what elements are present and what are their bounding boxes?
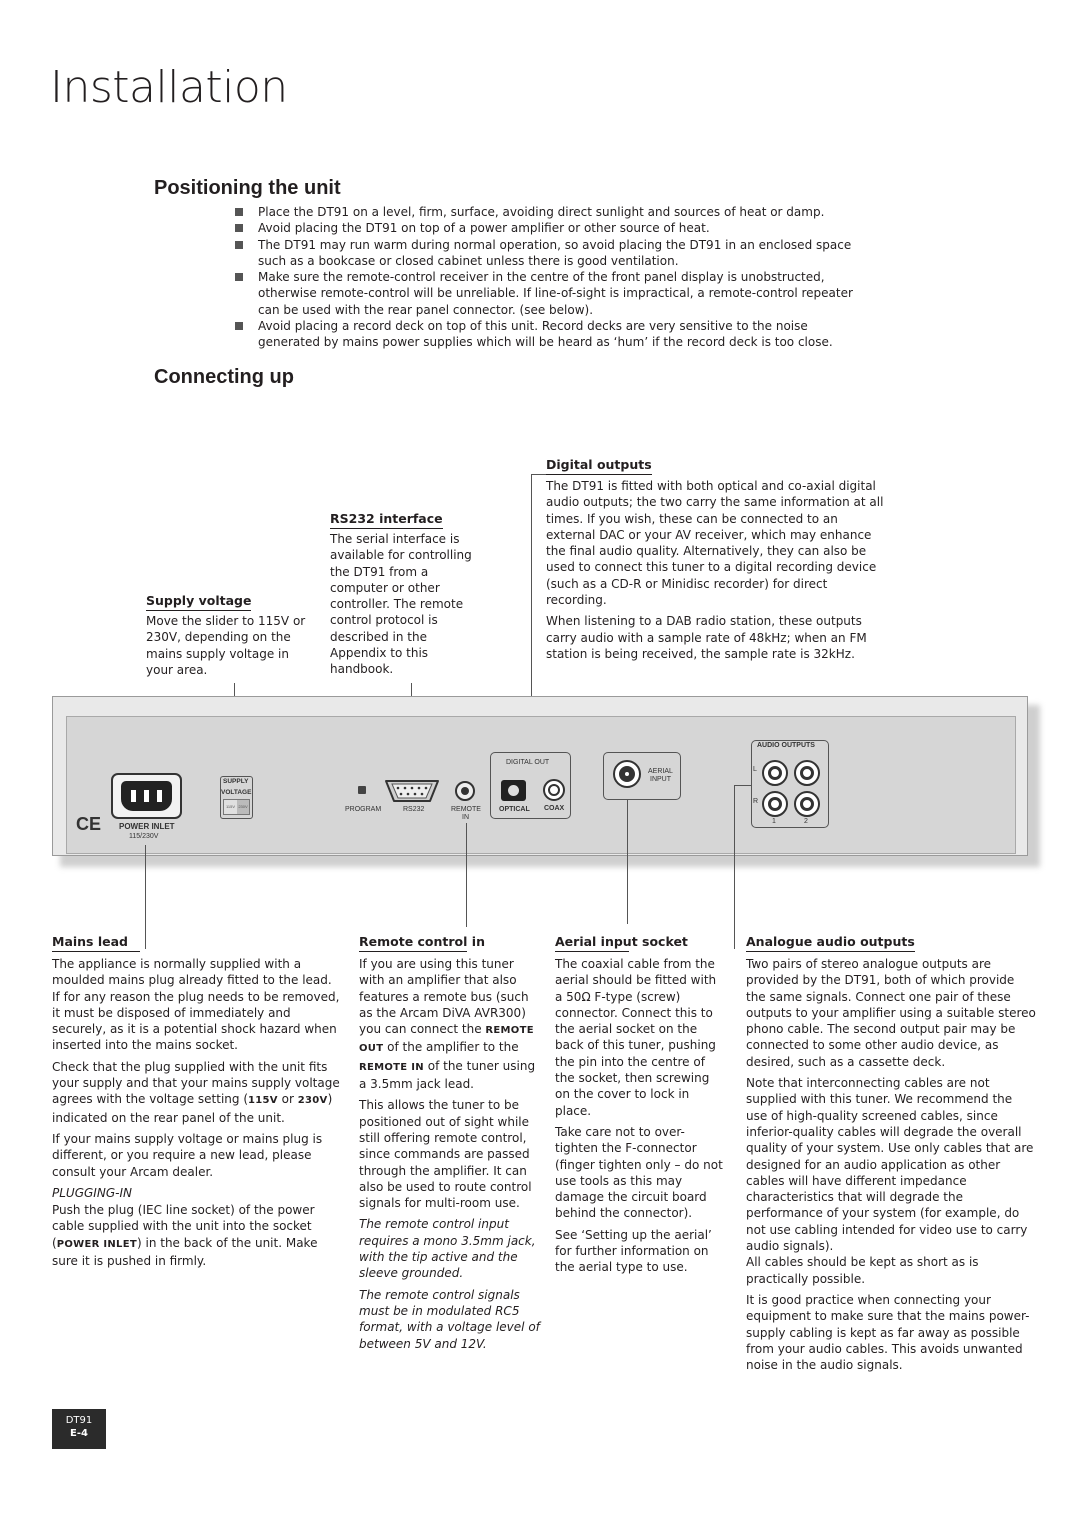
list-item: Avoid placing the DT91 on top of a power amplifier or other source of heat. (232, 220, 872, 236)
text-span: 230V (297, 1095, 328, 1107)
leader-line-remote (466, 823, 467, 927)
remote-in-label: IN (462, 814, 469, 821)
positioning-list (232, 204, 872, 351)
phono-ring (768, 766, 782, 780)
power-inlet-recess (121, 781, 172, 811)
rs232-port[interactable] (384, 779, 440, 803)
aerial-pin (625, 772, 629, 776)
list-item: Avoid placing a record deck on top of this unit. Record decks are very sensitive to the noise generated by mains power supplies which will be heard as ‘hum’ if the record deck is too close. (232, 318, 872, 351)
phono-ring (800, 766, 814, 780)
mains-lead-heading: Mains lead (52, 934, 140, 952)
leader-line-analogue (734, 785, 735, 949)
phono-socket-r1[interactable] (762, 791, 788, 817)
aerial-socket-core (619, 766, 635, 782)
digital-outputs-heading: Digital outputs (546, 457, 652, 475)
footer-model: DT91 (65, 1415, 93, 1426)
aerial-socket[interactable] (613, 760, 641, 788)
page-footer-tab (52, 1409, 106, 1449)
text-span: Push the plug (IEC line socket) of the power cable supplied with the unit into the socket ( (52, 1203, 315, 1250)
text-span: REMOTE OUT (359, 1025, 534, 1055)
analogue-outputs-text (746, 956, 1036, 1378)
analogue-outputs-heading: Analogue audio outputs (746, 934, 915, 952)
leader-line-aerial (627, 800, 628, 924)
pair-2-label: 2 (804, 818, 808, 825)
paragraph: Note that interconnecting cables are not supplied with this tuner. We recommend the use of high-quality screened cables, since inferior-quality cables will degrade the overall quality of your system. Use only cables that are designed for an audio application as other cables will have different impedance characteristics that will degrade the performance of your system (for example, do not use cabling intended for video use to carry audio signals). (746, 1076, 1034, 1254)
connecting-heading: Connecting up (154, 366, 294, 388)
paragraph: The DT91 is fitted with both optical and co-axial digital audio outputs; the two carry the same information at all times. If you wish, these can be connected to an external DAC or your AV receiver, which may enhance the final audio quality. Alternatively, they can also be used to connect this tuner to a digital recording device (such as a CD-R or Minidisc recorder) for direct recording. (546, 479, 884, 608)
leader-line-mains (145, 845, 146, 949)
text-span: ) indicated on the rear panel of the unit. (52, 1092, 333, 1125)
phono-ring (768, 797, 782, 811)
audio-outputs-label: AUDIO OUTPUTS (757, 742, 815, 749)
optical-aperture (508, 785, 519, 796)
leader-line-analogue-tick (734, 785, 752, 786)
coax-port[interactable] (543, 779, 565, 801)
voltage-230-position: 230V (238, 804, 248, 809)
paragraph: The remote control signals must be in modulated RC5 format, with a voltage level of between 5V and 12V. (359, 1287, 540, 1351)
paragraph: When listening to a DAB radio station, these outputs carry audio with a sample rate of 48kHz; when an FM station is being received, the sample rate is 32kHz. (546, 614, 867, 661)
text-span: 115V (248, 1095, 278, 1107)
positioning-heading: Positioning the unit (154, 177, 341, 199)
paragraph (52, 1202, 340, 1269)
paragraph: This allows the tuner to be positioned out of sight while still offering remote control, since commands are passed through the amplifier. It can also be used to route control signals for multi-room use. (359, 1098, 532, 1211)
aerial-label: AERIAL (648, 768, 673, 775)
paragraph: Two pairs of stereo analogue outputs are provided by the DT91, both of which provide the same signals. Connect one pair of these outputs to your amplifier using a suitable stereo phono cable. The second output pair may be connected to some other audio device, as desired, such as a cassette deck. (746, 957, 1036, 1069)
aerial-input-label: INPUT (650, 776, 671, 783)
supply-voltage-heading: Supply voltage (146, 593, 251, 611)
list-item: Place the DT91 on a level, firm, surface, avoiding direct sunlight and sources of heat or damp. (232, 204, 872, 220)
paragraph: The remote control input requires a mono 3.5mm jack, with the tip active and the sleeve grounded. (359, 1217, 536, 1281)
page-title: Installation (50, 62, 288, 113)
plugging-in-subheading: PLUGGING-IN (52, 1185, 132, 1200)
voltage-slider[interactable] (223, 799, 250, 815)
paragraph: The appliance is normally supplied with a moulded mains plug already fitted to the lead. If for any reason the plug needs to be removed, it must be disposed of immediately and securely, as it is a potential shock hazard when inserted into the mains socket. (52, 957, 340, 1053)
power-pin (144, 790, 149, 802)
phono-socket-l2[interactable] (794, 760, 820, 786)
text-span: Check that the plug supplied with the unit fits your supply and that your mains supply voltage agrees with the voltage setting ( (52, 1059, 340, 1107)
paragraph: The coaxial cable from the aerial should be fitted with a 50Ω F-type (screw) connector. Connect this to the aerial socket on the back of this tuner, pushing the pin into the centre of the socket, then screwing on the cover to lock in place. (555, 957, 717, 1118)
text-span: of the amplifier to the (383, 1040, 519, 1055)
paragraph: All cables should be kept as short as is practically possible. (746, 1255, 979, 1286)
remote-control-heading: Remote control in (359, 934, 467, 952)
text-span: REMOTE IN (359, 1061, 424, 1073)
coax-ring (548, 784, 560, 796)
paragraph (52, 1059, 340, 1126)
paragraph: It is good practice when connecting your equipment to make sure that the mains power-supply cabling is kept as far away as possible from your audio cables. This avoids unwanted noise in the audio signals. (746, 1292, 1030, 1373)
mains-lead-text (52, 956, 340, 1274)
rs232-text: The serial interface is available for controlling the DT91 from a computer or other controller. The remote control protocol is described in the Appendix to this handbook. (330, 532, 472, 677)
leader-line-digital-tick (531, 474, 546, 475)
aerial-input-text (555, 956, 727, 1281)
digital-out-label: DIGITAL OUT (506, 759, 550, 766)
supply-voltage-text: Move the slider to 115V or 230V, depending on the mains supply voltage in your area. (146, 614, 306, 677)
power-pin (131, 790, 136, 802)
left-channel-label: L (753, 766, 757, 773)
coax-label: COAX (544, 805, 565, 812)
supply-label: SUPPLY (223, 778, 249, 785)
audio-outputs-group (751, 740, 829, 828)
rs232-heading: RS232 interface (330, 511, 443, 529)
list-item: Make sure the remote-control receiver in the centre of the front panel display is unobstructed, otherwise remote-control will be unreliable. If line-of-sight is impractical, a remote-control repeater can be used with the rear panel connector. (see below). (232, 269, 872, 318)
phono-ring (800, 797, 814, 811)
ce-mark-icon: CE (76, 814, 102, 834)
digital-outputs-text (546, 478, 884, 667)
aerial-input-heading: Aerial input socket (555, 934, 629, 952)
paragraph (359, 956, 541, 1092)
power-inlet-label: POWER INLET (119, 822, 175, 831)
pair-1-label: 1 (772, 818, 776, 825)
rs232-label: RS232 (403, 806, 425, 813)
optical-port[interactable] (501, 780, 526, 801)
text-span: If you are using this tuner with an amplifier that also features a remote bus (such as the Arcam DiVA AVR300) you can connect the (359, 957, 529, 1037)
text-span: or (277, 1092, 298, 1107)
remote-label: REMOTE (451, 806, 481, 813)
footer-page-number: E-4 (70, 1428, 88, 1439)
voltage-label: VOLTAGE (221, 789, 252, 796)
optical-label: OPTICAL (499, 806, 530, 813)
right-channel-label: R (753, 798, 759, 805)
jack-hole (461, 787, 469, 795)
paragraph: See ‘Setting up the aerial’ for further information on the aerial type to use. (555, 1227, 712, 1275)
power-rating-label: 115/230V (129, 833, 159, 840)
voltage-115-position: 115V (224, 800, 237, 814)
program-label: PROGRAM (345, 806, 382, 813)
paragraph: Take care not to over-tighten the F-connector (finger tighten only – do not use tools as this may damage the circuit board behind the connector). (555, 1124, 723, 1221)
text-span: POWER INLET (56, 1238, 137, 1250)
remote-control-text (359, 956, 541, 1357)
remote-in-jack[interactable] (455, 781, 475, 801)
phono-socket-l1[interactable] (762, 760, 788, 786)
power-pin (157, 790, 162, 802)
phono-socket-r2[interactable] (794, 791, 820, 817)
list-item: The DT91 may run warm during normal operation, so avoid placing the DT91 in an enclosed space such as a bookcase or closed cabinet unless there is good ventilation. (232, 237, 872, 270)
power-inlet-socket[interactable] (111, 773, 182, 819)
text-span: of the tuner using a 3.5mm jack lead. (359, 1058, 536, 1092)
program-button[interactable] (358, 786, 366, 794)
text-span: ) in the back of the unit. Make sure it is pushed in firmly. (52, 1235, 318, 1269)
paragraph: If your mains supply voltage or mains plug is different, or you require a new lead, please consult your Arcam dealer. (52, 1131, 323, 1179)
